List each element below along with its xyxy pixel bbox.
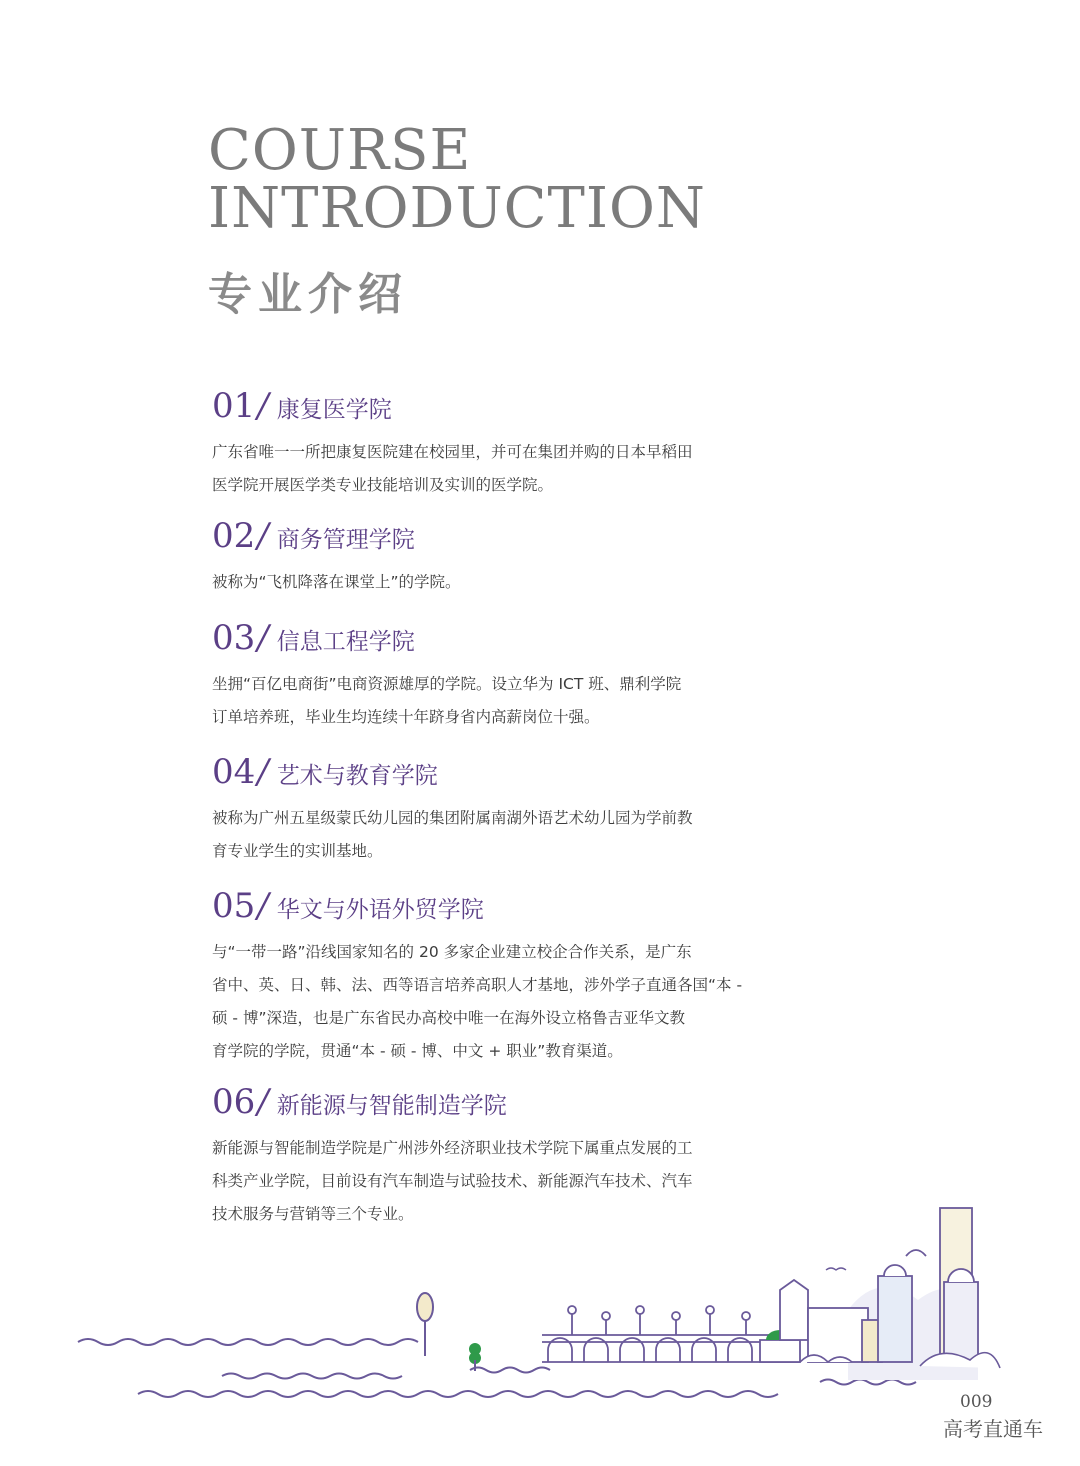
section-heading [212,516,772,562]
section-heading [212,618,772,664]
section-number: 06 [212,1082,256,1122]
section-description: 坐拥“百亿电商街”电商资源雄厚的学院。设立华为 ICT 班、鼎利学院 订单培养班，毕业生均连续十年跻身省内高薪岗位十强。 [212,675,682,726]
title-line-introduction: INTRODUCTION [208,176,706,241]
section-description: 被称为“飞机降落在课堂上”的学院。 [212,573,461,591]
section-title: 信息工程学院 [276,629,415,655]
section-heading [212,1082,772,1128]
section-heading [212,752,772,798]
page-number: 009 [960,1392,993,1412]
city-skyline-illustration [0,1190,1080,1420]
section-information-engineering [212,618,772,734]
section-description: 被称为广州五星级蒙氏幼儿园的集团附属南湖外语艺术幼儿园为学前教 育专业学生的实训基地。 [212,809,693,860]
watermark-label: 高考直通车 [943,1417,1043,1441]
section-description: 广东省唯一一所把康复医院建在校园里，并可在集团并购的日本早稻田 医学院开展医学类专业技能培训及实训的医学院。 [212,443,693,494]
section-slash: / [257,886,269,926]
section-slash: / [257,1082,269,1122]
section-slash: / [257,618,269,658]
section-slash: / [257,386,269,426]
section-number: 02 [212,516,256,556]
section-number: 05 [212,886,256,926]
section-description: 与“一带一路”沿线国家知名的 20 多家企业建立校企合作关系，是广东 省中、英、日、韩、法、西等语言培养高职人才基地，涉外学子直通各国“本 - 硕 - 博”深造，也是广东省民办高校中唯一在海外设立格鲁吉亚华文教 育学院的学院，贯通“本 - 硕 - 博、中文 + 职业”教育渠道。 [212,943,743,1060]
tree-icon [417,1293,433,1356]
section-heading [212,386,772,432]
section-slash: / [257,752,269,792]
section-title: 艺术与教育学院 [276,763,438,789]
section-rehab-medicine [212,386,772,502]
section-number: 04 [212,752,256,792]
section-art-education [212,752,772,868]
page-title-en [208,118,706,241]
section-business-management [212,516,772,599]
section-description: 新能源与智能制造学院是广州涉外经济职业技术学院下属重点发展的工 科类产业学院，目前设有汽车制造与试验技术、新能源汽车技术、汽车 技术服务与营销等三个专业。 [212,1139,693,1223]
section-title: 华文与外语外贸学院 [276,897,484,923]
section-title: 新能源与智能制造学院 [276,1093,507,1119]
section-number: 01 [212,386,256,426]
section-number: 03 [212,618,256,658]
section-chinese-foreign-languages [212,886,772,1068]
section-slash: / [257,516,269,556]
section-heading [212,886,772,932]
title-line-course: COURSE [208,118,472,183]
section-title: 商务管理学院 [276,527,415,553]
city-buildings-icon [760,1208,1000,1380]
section-title: 康复医学院 [276,397,392,423]
page-title-zh: 专业介绍 [208,269,408,320]
